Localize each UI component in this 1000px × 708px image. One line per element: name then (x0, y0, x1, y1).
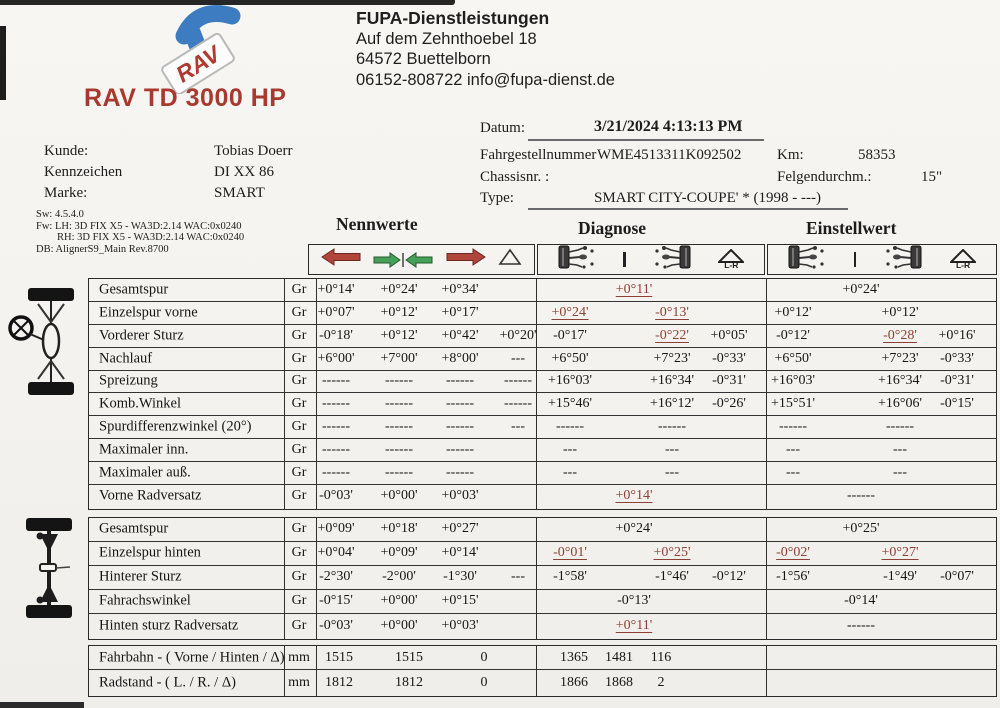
table-row (89, 348, 996, 371)
row-value: --- (893, 442, 907, 458)
separator-bar-icon (623, 252, 626, 267)
arrow-left-red-icon (321, 248, 361, 271)
row-value: +7°23' (881, 350, 919, 366)
row-value: +0°16' (938, 327, 976, 343)
km-value: 58353 (858, 147, 896, 163)
fw-version-lh: Fw: LH: 3D FIX X5 - WA3D:2.14 WAC:0x0240 (36, 220, 242, 232)
row-label: Gesamtspur (99, 281, 169, 298)
row-unit: Gr (291, 419, 307, 435)
row-value: --- (665, 464, 679, 480)
row-unit: Gr (291, 488, 307, 504)
row-value: -1°46' (655, 569, 689, 585)
fahrgestell-value: WME4513311K092502 (597, 147, 742, 163)
row-value: +0°09' (380, 545, 418, 561)
row-value: -0°31' (712, 373, 746, 389)
row-value: +0°14' (441, 545, 479, 561)
chassis-label: Chassisnr. : (480, 169, 550, 185)
row-value: 1868 (605, 674, 633, 690)
underline (528, 139, 764, 141)
row-value: -0°15' (940, 396, 974, 412)
rear-axle-table (88, 517, 997, 640)
row-label: Nachlauf (99, 350, 153, 367)
row-value: ------ (385, 442, 413, 458)
row-value: +0°05' (710, 327, 748, 343)
row-value: -0°17' (553, 327, 587, 343)
report-title: RAV TD 3000 HP (84, 84, 287, 112)
col-header-nennwerte: Nennwerte (336, 214, 418, 234)
km-label: Km: (777, 147, 804, 163)
row-value: +0°15' (441, 593, 479, 609)
row-value: -0°33' (712, 350, 746, 366)
row-value: +16°03' (547, 373, 593, 389)
dimensions-table (88, 645, 997, 697)
table-row (89, 439, 996, 462)
row-value: +16°34' (649, 373, 695, 389)
kunde-label: Kunde: (44, 143, 89, 159)
type-value: SMART CITY-COUPE' * (1998 - ---) (594, 190, 821, 206)
row-value: ------ (322, 419, 350, 435)
row-value: -0°12' (776, 327, 810, 343)
separator-bar-icon (854, 252, 857, 267)
row-value: -0°33' (940, 350, 974, 366)
row-unit: mm (288, 649, 310, 665)
row-unit: Gr (291, 304, 307, 320)
company-address2: 64572 Buettelborn (356, 50, 491, 68)
row-value: ------ (779, 419, 807, 435)
row-value: 1515 (325, 649, 353, 665)
triangle-lr-icon: L-R (950, 249, 976, 270)
row-value: -0°12' (712, 569, 746, 585)
row-value: +0°17' (441, 304, 479, 320)
nennwerte-legend (308, 244, 535, 275)
row-label: Hinten sturz Radversatz (99, 617, 239, 634)
row-value: -0°07' (940, 569, 974, 585)
table-row (89, 279, 996, 302)
arrow-right-red-icon (446, 248, 486, 271)
row-value: ------ (385, 464, 413, 480)
row-value: ------ (446, 464, 474, 480)
row-value: +7°23' (653, 350, 691, 366)
wheel-left-icon (558, 244, 596, 275)
row-value: ------ (504, 373, 532, 389)
row-value: --- (786, 442, 800, 458)
row-label: Einzelspur hinten (99, 544, 201, 561)
row-value: 1481 (605, 649, 633, 665)
table-row (89, 518, 996, 542)
fw-version-rh: RH: 3D FIX X5 - WA3D:2.14 WAC:0x0240 (57, 232, 245, 243)
row-unit: Gr (291, 593, 307, 609)
row-unit: Gr (291, 569, 307, 585)
row-unit: Gr (291, 373, 307, 389)
table-row (89, 302, 996, 325)
row-value: +0°24' (551, 304, 589, 320)
row-value: +6°50' (551, 350, 589, 366)
row-unit: Gr (291, 396, 307, 412)
table-row (89, 485, 996, 508)
row-value: -0°13' (617, 593, 651, 609)
row-value: +0°03' (441, 488, 479, 504)
col-header-einstellwert: Einstellwert (806, 218, 897, 238)
row-value: +15°51' (770, 396, 816, 412)
marke-label: Marke: (44, 185, 88, 201)
row-value: ------ (504, 396, 532, 412)
row-unit: Gr (291, 281, 307, 297)
row-value: --- (893, 464, 907, 480)
row-unit: Gr (291, 350, 307, 366)
row-value: 0 (480, 674, 488, 690)
scan-edge-artifact (0, 26, 6, 100)
row-value: -0°22' (655, 327, 689, 343)
row-unit: Gr (291, 617, 307, 633)
row-label: Komb.Winkel (99, 395, 181, 412)
row-value: 1515 (395, 649, 423, 665)
row-value: -0°18' (319, 327, 353, 343)
row-value: 1866 (560, 674, 588, 690)
row-value: -1°49' (883, 569, 917, 585)
front-axle-steering-icon (8, 288, 80, 401)
row-value: +7°00' (380, 350, 418, 366)
row-value: +0°09' (317, 521, 355, 537)
row-value: ------ (446, 442, 474, 458)
row-value: +0°14' (615, 488, 653, 504)
row-value: +0°27' (881, 545, 919, 561)
row-label: Fahrachswinkel (99, 592, 191, 609)
row-value: --- (511, 419, 525, 435)
datum-label: Datum: (480, 120, 525, 136)
row-value: -0°13' (655, 304, 689, 320)
row-value: -1°56' (776, 569, 810, 585)
table-row (89, 393, 996, 416)
row-value: +0°27' (441, 521, 479, 537)
row-value: ------ (658, 419, 686, 435)
type-label: Type: (480, 190, 514, 206)
row-value: ------ (385, 396, 413, 412)
system-info (36, 209, 244, 255)
row-value: 1812 (395, 674, 423, 690)
row-label: Radstand - ( L. / R. / Δ) (99, 674, 236, 691)
kennzeichen-value: DI XX 86 (214, 164, 274, 180)
row-unit: Gr (291, 464, 307, 480)
row-value: -0°03' (319, 617, 353, 633)
row-value: -0°14' (844, 593, 878, 609)
row-unit: Gr (291, 521, 307, 537)
row-label: Maximaler inn. (99, 441, 189, 458)
table-row (89, 646, 996, 670)
arrows-converge-green-icon (373, 251, 433, 269)
row-value: 1812 (325, 674, 353, 690)
row-value: +0°00' (380, 617, 418, 633)
company-address1: Auf dem Zehnthoebel 18 (356, 29, 537, 48)
row-value: -1°30' (443, 569, 477, 585)
table-row (89, 670, 996, 694)
row-value: ------ (847, 617, 875, 633)
kunde-value: Tobias Doerr (214, 143, 293, 159)
underline (528, 208, 848, 210)
row-value: +15°46' (547, 396, 593, 412)
row-label: Vorne Radversatz (99, 487, 202, 504)
front-axle-table (88, 278, 997, 510)
triangle-icon (498, 248, 522, 271)
row-label: Gesamtspur (99, 520, 169, 537)
table-row (89, 325, 996, 348)
company-name: FUPA-Dienstleistungen (356, 8, 550, 28)
row-value: -1°58' (553, 569, 587, 585)
row-value: +0°34' (441, 281, 479, 297)
row-value: +0°24' (380, 281, 418, 297)
row-value: +16°12' (649, 396, 695, 412)
row-value: +8°00' (441, 350, 479, 366)
table-row (89, 566, 996, 590)
row-label: Maximaler auß. (99, 464, 191, 481)
row-value: +6°50' (774, 350, 812, 366)
company-block (356, 8, 615, 90)
row-value: -0°01' (553, 545, 587, 561)
scan-edge-artifact (0, 702, 84, 708)
row-value: ------ (446, 396, 474, 412)
row-value: -0°31' (940, 373, 974, 389)
row-label: Einzelspur vorne (99, 304, 198, 321)
wheel-left-icon (788, 244, 826, 275)
table-row (89, 542, 996, 566)
wheel-right-icon (653, 244, 691, 275)
col-header-diagnose: Diagnose (578, 218, 647, 238)
triangle-lr-icon: L-R (718, 249, 744, 270)
rear-axle-icon (10, 518, 80, 623)
felgen-value: 15" (921, 169, 943, 185)
row-value: ------ (556, 419, 584, 435)
einstellwert-legend (767, 244, 997, 275)
row-value: ------ (385, 373, 413, 389)
row-value: --- (563, 464, 577, 480)
row-value: 0 (480, 649, 488, 665)
diagnose-legend (537, 244, 765, 275)
table-row (89, 590, 996, 614)
row-value: +0°11' (615, 281, 653, 297)
table-row (89, 462, 996, 485)
row-value: 2 (657, 674, 665, 690)
row-unit: Gr (291, 442, 307, 458)
row-value: +0°14' (317, 281, 355, 297)
table-row (89, 371, 996, 394)
company-phone-email: 06152-808722 info@fupa-dienst.de (356, 70, 615, 89)
row-value: ------ (446, 373, 474, 389)
row-value: -2°00' (382, 569, 416, 585)
fahrgestell-label: Fahrgestellnummer (480, 147, 597, 163)
table-row (89, 614, 996, 638)
row-label: Fahrbahn - ( Vorne / Hinten / Δ) (99, 649, 285, 666)
row-value: ------ (886, 419, 914, 435)
datum-value: 3/21/2024 4:13:13 PM (594, 118, 743, 135)
row-value: -0°28' (883, 327, 917, 343)
row-value: -0°15' (319, 593, 353, 609)
row-value: +0°24' (615, 521, 653, 537)
row-label: Spurdifferenzwinkel (20°) (99, 418, 252, 435)
row-value: ------ (322, 396, 350, 412)
row-value: +0°07' (317, 304, 355, 320)
row-value: -0°03' (319, 488, 353, 504)
row-unit: mm (288, 674, 310, 690)
row-value: +16°06' (877, 396, 923, 412)
row-value: ------ (385, 419, 413, 435)
row-value: +0°24' (842, 281, 880, 297)
row-value: +0°12' (881, 304, 919, 320)
row-value: +6°00' (317, 350, 355, 366)
row-label: Spreizung (99, 372, 158, 389)
row-value: +0°12' (774, 304, 812, 320)
row-label: Hinterer Sturz (99, 568, 182, 585)
row-value: ------ (446, 419, 474, 435)
kennzeichen-label: Kennzeichen (44, 164, 123, 180)
row-label: Vorderer Sturz (99, 327, 184, 344)
row-value: +0°04' (317, 545, 355, 561)
row-value: +0°25' (842, 521, 880, 537)
row-value: +0°12' (380, 304, 418, 320)
row-unit: Gr (291, 327, 307, 343)
wheel-right-icon (884, 244, 922, 275)
row-value: +0°25' (653, 545, 691, 561)
svg-text:RAV: RAV (171, 40, 225, 88)
row-value: ------ (322, 442, 350, 458)
row-value: --- (563, 442, 577, 458)
row-value: -2°30' (319, 569, 353, 585)
row-value: +0°00' (380, 488, 418, 504)
row-value: +0°42' (441, 327, 479, 343)
row-value: --- (786, 464, 800, 480)
db-version: DB: AlignerS9_Main Rev.8700 (36, 243, 169, 255)
row-value: ------ (322, 373, 350, 389)
row-value: -0°02' (776, 545, 810, 561)
marke-value: SMART (214, 185, 265, 201)
row-value: --- (511, 350, 525, 366)
felgen-label: Felgendurchm.: (777, 169, 872, 185)
row-value: --- (511, 569, 525, 585)
row-value: 116 (650, 649, 672, 665)
row-value: +0°11' (615, 617, 653, 633)
row-value: +0°12' (380, 327, 418, 343)
row-value: +0°00' (380, 593, 418, 609)
row-unit: Gr (291, 545, 307, 561)
row-value: +16°34' (877, 373, 923, 389)
table-row (89, 416, 996, 439)
row-value: 1365 (560, 649, 588, 665)
sw-version: Sw: 4.5.4.0 (36, 209, 84, 220)
row-value: +16°03' (770, 373, 816, 389)
row-value: --- (665, 442, 679, 458)
row-value: +0°20' (499, 327, 537, 343)
row-value: ------ (322, 464, 350, 480)
row-value: -0°26' (712, 396, 746, 412)
row-value: ------ (847, 488, 875, 504)
row-value: +0°18' (380, 521, 418, 537)
row-value: +0°03' (441, 617, 479, 633)
